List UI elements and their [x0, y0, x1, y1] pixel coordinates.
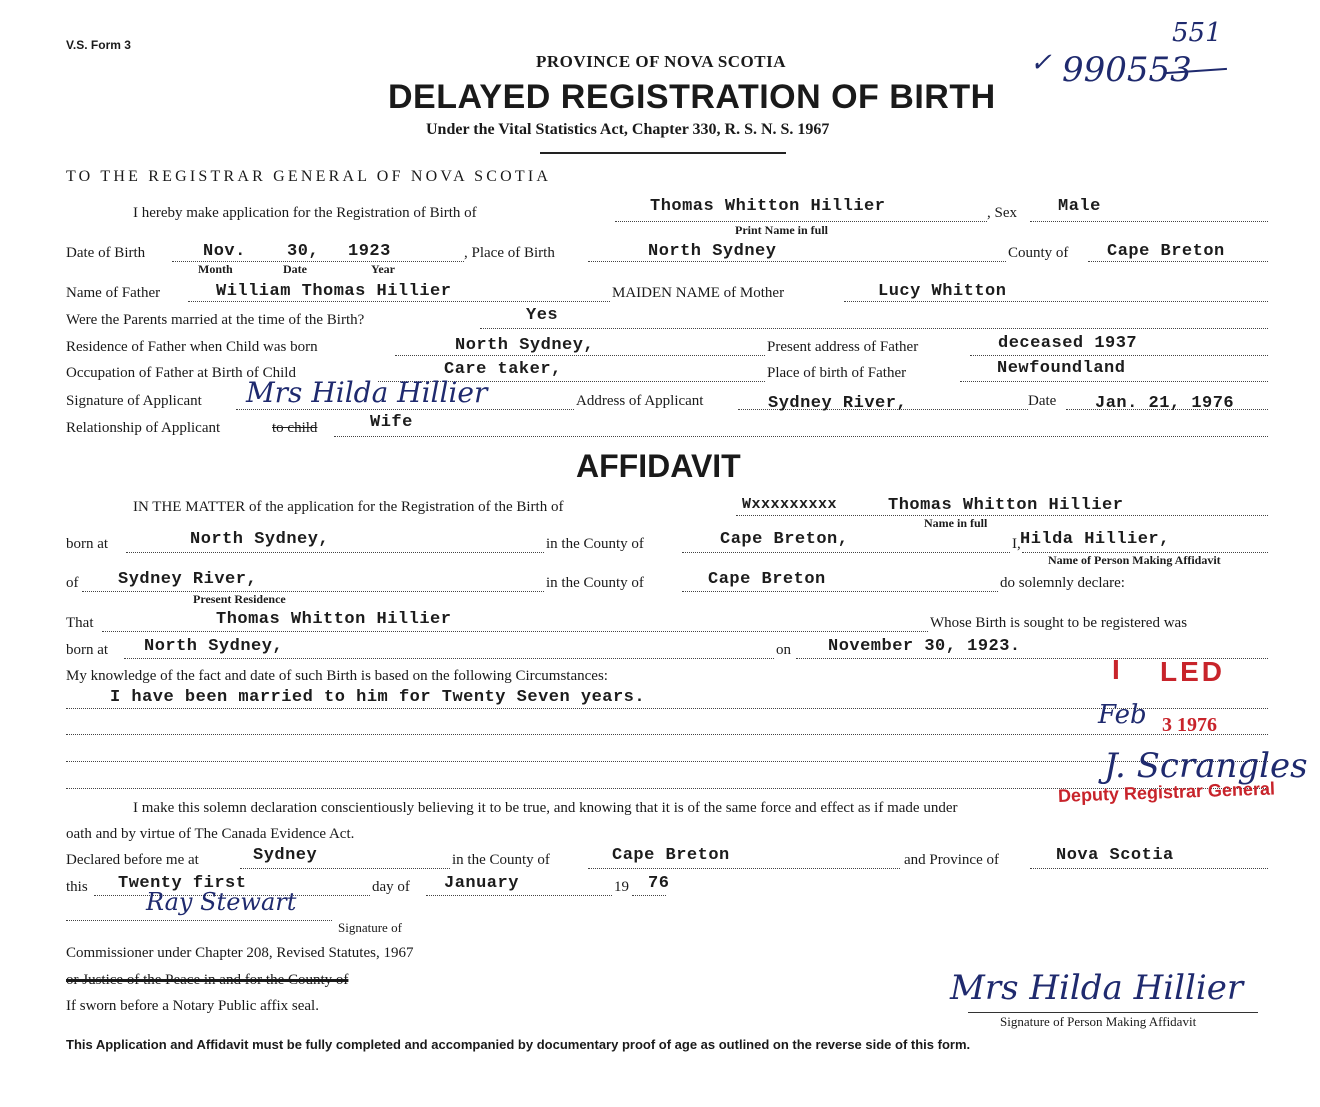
year-line: [632, 895, 666, 896]
circumstance-line-1: [66, 708, 1268, 709]
relationship-struck: to child: [272, 420, 318, 436]
month-value: January: [444, 874, 519, 893]
deputy-registrar-stamp: Deputy Registrar General: [1057, 778, 1276, 806]
county3-value: Cape Breton: [612, 846, 730, 865]
father-pob-line: [960, 381, 1268, 382]
officer-signature: J. Scrangles: [1104, 746, 1308, 786]
relationship-label: Relationship of Applicant: [66, 420, 221, 436]
residence-value: Sydney River,: [118, 570, 258, 589]
addressee-line: TO THE REGISTRAR GENERAL OF NOVA SCOTIA: [66, 168, 552, 185]
whose-birth-label: Whose Birth is sought to be registered was: [930, 615, 1188, 631]
pob-line: [588, 261, 1006, 262]
born-at2-line: [124, 658, 774, 659]
day-of-label: day of: [372, 879, 410, 895]
applicant-signature-line: [236, 409, 574, 410]
county-label: County of: [1008, 245, 1069, 261]
document-title: DELAYED REGISTRATION OF BIRTH: [388, 78, 996, 116]
dob-day: 30,: [287, 242, 320, 261]
registration-number-correction: 551: [1172, 18, 1222, 48]
county-of-line: [682, 552, 1010, 553]
father-value: William Thomas Hillier: [216, 282, 452, 301]
declared-value: Sydney: [253, 846, 318, 865]
declared-label: Declared before me at: [66, 852, 199, 868]
application-date-value: Jan. 21, 1976: [1095, 394, 1235, 413]
residence-caption: Present Residence: [193, 592, 286, 606]
married-value: Yes: [526, 306, 559, 325]
knowledge-label: My knowledge of the fact and date of such Birth is based on the following Circumstances:: [66, 668, 608, 684]
relationship-value: Wife: [370, 413, 413, 432]
dob-month: Nov.: [203, 242, 246, 261]
solemn-text-1: I make this solemn declaration conscientiously believing it to be true, and knowing that it is of the same force and effect as if made under: [133, 800, 958, 816]
justice-struck-text: or Justice of the Peace in and for the County of: [66, 972, 349, 988]
sex-line: [1030, 221, 1268, 222]
year-caption: Year: [371, 262, 395, 276]
declare-label: do solemnly declare:: [1000, 575, 1125, 591]
day-value: Twenty first: [118, 874, 247, 893]
mother-value: Lucy Whitton: [878, 282, 1007, 301]
county-of-value: Cape Breton,: [720, 530, 849, 549]
born-at2-label: born at: [66, 642, 109, 658]
circumstance-line-3: [66, 761, 1268, 762]
signature-of-label: Signature of: [338, 920, 402, 935]
occupation-value: Care taker,: [444, 360, 562, 379]
applicant-signature-label: Signature of Applicant: [66, 393, 202, 409]
father-pob-value: Newfoundland: [997, 359, 1126, 378]
date-caption: Date: [283, 262, 307, 276]
deponent-signature: Mrs Hilda Hillier: [950, 968, 1244, 1008]
intro-label: I hereby make application for the Registration of Birth of: [133, 205, 477, 221]
deponent-caption: Name of Person Making Affidavit: [1048, 553, 1221, 567]
born-at2-value: North Sydney,: [144, 637, 284, 656]
checkmark-icon: ✓: [1030, 48, 1052, 78]
born-at-line: [126, 552, 544, 553]
that-label: That: [66, 615, 94, 631]
deponent-signature-line: [968, 1012, 1258, 1013]
child-name-value: Thomas Whitton Hillier: [650, 197, 886, 216]
father-address-label: Present address of Father: [767, 339, 919, 355]
solemn-text-2: oath and by virtue of The Canada Evidence Act.: [66, 826, 355, 842]
applicant-signature: Mrs Hilda Hillier: [246, 376, 488, 409]
stamp-edge-mark: I: [1112, 654, 1120, 685]
affidavit-title: AFFIDAVIT: [576, 448, 741, 484]
county2-label: in the County of: [546, 575, 644, 591]
document-subtitle: Under the Vital Statistics Act, Chapter 330, R. S. N. S. 1967: [426, 121, 830, 138]
declared-line: [240, 868, 450, 869]
born-at-label: born at: [66, 536, 109, 552]
print-name-caption: Print Name in full: [735, 223, 828, 237]
married-line: [480, 328, 1268, 329]
county3-line: [588, 868, 900, 869]
applicant-address-value: Sydney River,: [768, 394, 908, 413]
that-line: [102, 631, 928, 632]
of-label: of: [66, 575, 79, 591]
province-line: [1030, 868, 1268, 869]
sex-value: Male: [1058, 197, 1101, 216]
pob-value: North Sydney: [648, 242, 777, 261]
registration-number: 990553: [1062, 50, 1192, 90]
on-date-value: November 30, 1923.: [828, 637, 1021, 656]
applicant-address-label: Address of Applicant: [576, 393, 704, 409]
father-label: Name of Father: [66, 285, 161, 301]
matter-label: IN THE MATTER of the application for the Registration of the Birth of: [133, 499, 564, 515]
father-line: [188, 301, 610, 302]
father-residence-line: [395, 355, 765, 356]
notary-label: If sworn before a Notary Public affix seal.: [66, 998, 319, 1014]
month-caption: Month: [198, 262, 233, 276]
year-suffix: 76: [648, 874, 670, 893]
county-of-label: in the County of: [546, 536, 644, 552]
matter-name-value: Thomas Whitton Hillier: [888, 496, 1124, 515]
this-label: this: [66, 879, 88, 895]
county2-line: [682, 591, 998, 592]
born-at-value: North Sydney,: [190, 530, 330, 549]
dob-year: 1923: [348, 242, 391, 261]
circumstance-line-2: [66, 734, 1268, 735]
dob-label: Date of Birth: [66, 245, 146, 261]
name-caption: Name in full: [924, 516, 988, 530]
province-heading: PROVINCE OF NOVA SCOTIA: [536, 52, 787, 71]
relationship-line: [334, 436, 1268, 437]
father-address-value: deceased 1937: [998, 334, 1138, 353]
province-label: and Province of: [904, 852, 999, 868]
year-prefix: 19: [614, 879, 629, 895]
footer-note: This Application and Affidavit must be fully completed and accompanied by documentary proof of age as outlined on the reverse side of this form.: [66, 1037, 971, 1052]
i-label: I,: [1012, 536, 1021, 552]
title-rule: [540, 152, 786, 154]
father-address-line: [970, 355, 1268, 356]
application-date-label: Date: [1028, 393, 1057, 409]
residence-line: [82, 591, 544, 592]
commissioner-signature-line: [66, 920, 332, 921]
father-residence-label: Residence of Father when Child was born: [66, 339, 318, 355]
commissioner-signature: Ray Stewart: [146, 888, 297, 916]
matter-line: [736, 515, 1268, 516]
county-value: Cape Breton: [1107, 242, 1225, 261]
deponent-value: Hilda Hillier,: [1020, 530, 1170, 549]
month-line: [426, 895, 612, 896]
filed-stamp: LED: [1160, 656, 1225, 687]
province-value: Nova Scotia: [1056, 846, 1174, 865]
county2-value: Cape Breton: [708, 570, 826, 589]
form-number: V.S. Form 3: [66, 38, 131, 52]
stamp-date-hand: Feb: [1098, 700, 1147, 730]
occupation-label: Occupation of Father at Birth of Child: [66, 365, 296, 381]
county-line: [1088, 261, 1268, 262]
married-label: Were the Parents married at the time of the Birth?: [66, 312, 365, 328]
matter-struck: Wxxxxxxxxx: [742, 496, 838, 513]
child-name-line: [615, 221, 987, 222]
deponent-signature-caption: Signature of Person Making Affidavit: [1000, 1014, 1197, 1029]
father-residence-value: North Sydney,: [455, 336, 595, 355]
sex-label: , Sex: [987, 205, 1017, 221]
county3-label: in the County of: [452, 852, 550, 868]
father-pob-label: Place of birth of Father: [767, 365, 907, 381]
mother-label: MAIDEN NAME of Mother: [612, 285, 785, 301]
stamp-date: 3 1976: [1162, 714, 1217, 736]
pob-label: , Place of Birth: [464, 245, 555, 261]
that-name-value: Thomas Whitton Hillier: [216, 610, 452, 629]
justice-struck-line: [66, 972, 348, 989]
mother-line: [844, 301, 1268, 302]
on-label: on: [776, 642, 791, 658]
circumstance-value: I have been married to him for Twenty Seven years.: [110, 688, 646, 707]
commissioner-label: Commissioner under Chapter 208, Revised Statutes, 1967: [66, 945, 414, 961]
